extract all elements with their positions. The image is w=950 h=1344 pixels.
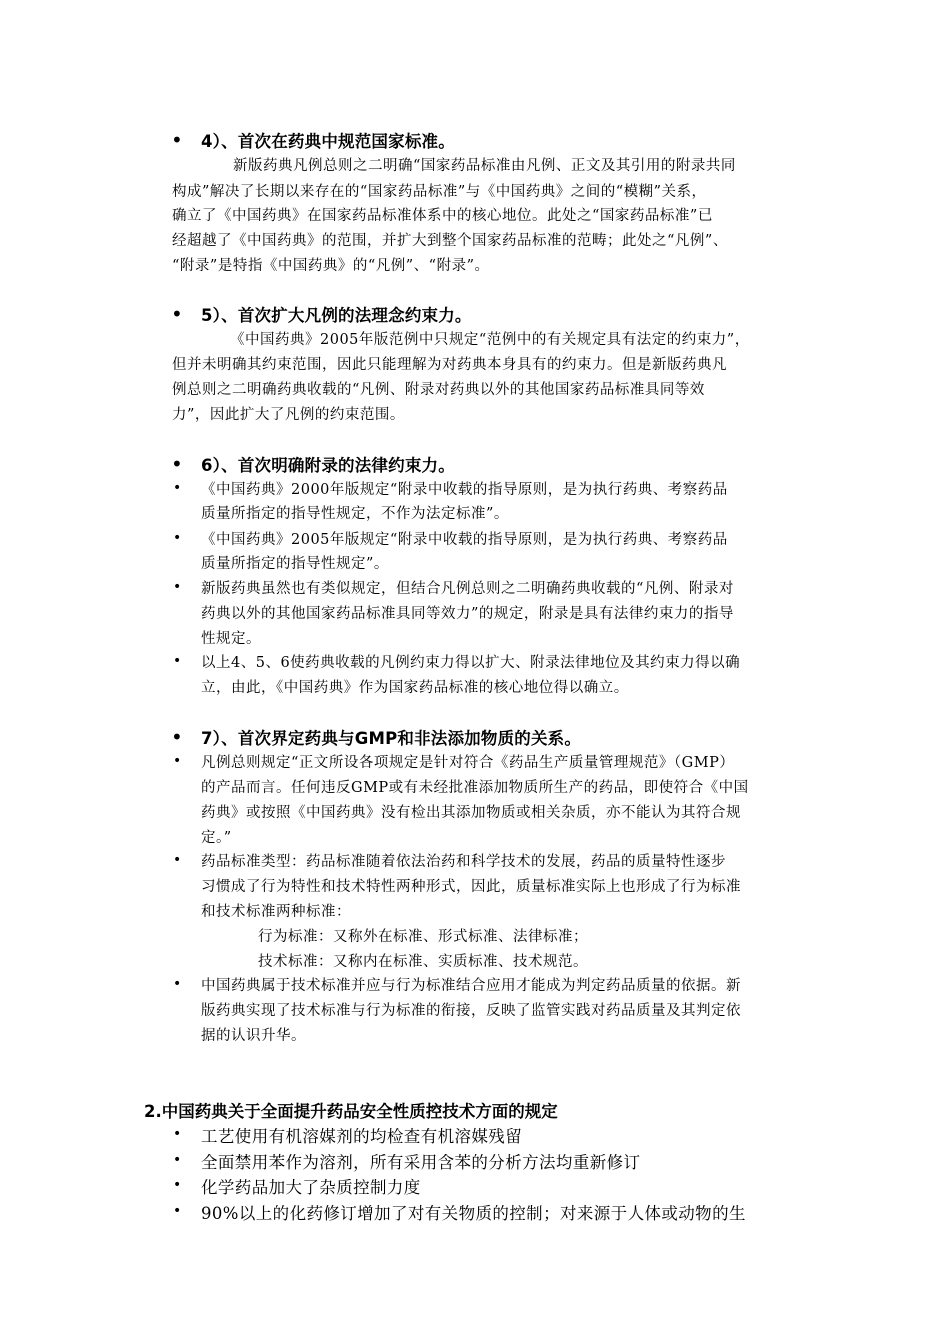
list-item-line: 定。”	[201, 830, 232, 846]
list-item-line: 立，由此，《中国药典》作为国家药品标准的核心地位得以确立。	[201, 680, 629, 696]
list-item-line: 90%以上的化药修订增加了对有关物质的控制；对来源于人体或动物的生	[201, 1204, 746, 1223]
list-item-line: 《中国药典》2005年版规定“附录中收载的指导原则，是为执行药典、考察药品	[201, 532, 728, 548]
list-item-line: 全面禁用苯作为溶剂，所有采用含苯的分析方法均重新修订	[201, 1153, 641, 1172]
list-item-line: 中国药典属于技术标准并应与行为标准结合应用才能成为判定药品质量的依据。新	[201, 978, 741, 994]
section-4-heading: 4）、首次在药典中规范国家标准。	[201, 132, 455, 151]
list-item-line: 和技术标准两种标准：	[201, 904, 351, 920]
bullet-icon: •	[173, 1126, 182, 1142]
paragraph-line: “附录”是特指《中国药典》的“凡例”、“附录”。	[172, 258, 490, 274]
paragraph-line: 《中国药典》2005年版范例中只规定“范例中的有关规定具有法定的约束力”，	[230, 332, 750, 348]
bullet-icon: •	[171, 452, 183, 476]
list-item-line: 工艺使用有机溶媒剂的均检查有机溶媒残留	[201, 1127, 523, 1146]
paragraph-line: 经超越了《中国药典》的范围，并扩大到整个国家药品标准的范畴；此处之“凡例”、	[172, 233, 728, 249]
paragraph-line: 例总则之二明确药典收载的“凡例、附录对药典以外的其他国家药品标准具同等效	[172, 382, 705, 398]
paragraph-line: 确立了《中国药典》在国家药品标准体系中的核心地位。此处之“国家药品标准”已	[172, 208, 713, 224]
section-5-heading: 5）、首次扩大凡例的法理念约束力。	[201, 306, 472, 325]
bullet-icon: •	[173, 1177, 182, 1193]
list-item-line: 版药典实现了技术标准与行为标准的衔接，反映了监管实践对药品质量及其判定依	[201, 1003, 741, 1019]
list-item-line: 药品标准类型：药品标准随着依法治药和科学技术的发展，药品的质量特性逐步	[201, 854, 726, 870]
paragraph-line: 力”，因此扩大了凡例的约束范围。	[172, 407, 405, 423]
bullet-icon: •	[171, 302, 183, 326]
list-item-line: 质量所指定的指导性规定，不作为法定标准”。	[201, 506, 509, 522]
bullet-icon: •	[173, 530, 182, 546]
bullet-icon: •	[171, 128, 183, 152]
list-item-line: 据的认识升华。	[201, 1028, 306, 1044]
list-item-line: 药典》或按照《中国药典》没有检出其添加物质或相关杂质，亦不能认为其符合规	[201, 805, 741, 821]
list-item-line: 质量所指定的指导性规定”。	[201, 556, 389, 572]
indented-line: 技术标准：又称内在标准、实质标准、技术规范。	[258, 954, 588, 970]
bullet-icon: •	[173, 1152, 182, 1168]
bullet-icon: •	[173, 976, 182, 992]
list-item-line: 以上4、5、6使药典收载的凡例约束力得以扩大、附录法律地位及其约束力得以确	[201, 655, 741, 671]
bullet-icon: •	[173, 1203, 182, 1219]
list-item-line: 习惯成了行为特性和技术特性两种形式，因此，质量标准实际上也形成了行为标准	[201, 879, 741, 895]
list-item-line: 性规定。	[201, 631, 261, 647]
list-item-line: 凡例总则规定“正文所设各项规定是针对符合《药品生产质量管理规范》（GMP）	[201, 755, 735, 771]
paragraph-line: 但并未明确其约束范围，因此只能理解为对药典本身具有的约束力。但是新版药典凡	[172, 357, 727, 373]
section-2-title: 2.中国药典关于全面提升药品安全性质控技术方面的规定	[144, 1102, 558, 1121]
paragraph-line: 构成”解决了长期以来存在的“国家药品标准”与《中国药典》之间的“模糊”关系，	[172, 184, 707, 200]
bullet-icon: •	[173, 579, 182, 595]
bullet-icon: •	[173, 753, 182, 769]
list-item-line: 化学药品加大了杂质控制力度	[201, 1178, 421, 1197]
list-item-line: 药典以外的其他国家药品标准具同等效力”的规定，附录是具有法律约束力的指导	[201, 606, 734, 622]
section-7-heading: 7）、首次界定药典与GMP和非法添加物质的关系。	[201, 729, 582, 748]
bullet-icon: •	[173, 852, 182, 868]
bullet-icon: •	[171, 725, 183, 749]
indented-line: 行为标准：又称外在标准、形式标准、法律标准；	[258, 929, 588, 945]
list-item-line: 新版药典虽然也有类似规定，但结合凡例总则之二明确药典收载的“凡例、附录对	[201, 581, 734, 597]
bullet-icon: •	[173, 653, 182, 669]
bullet-icon: •	[173, 480, 182, 496]
list-item-line: 《中国药典》2000年版规定“附录中收载的指导原则，是为执行药典、考察药品	[201, 482, 728, 498]
section-6-heading: 6）、首次明确附录的法律约束力。	[201, 456, 455, 475]
paragraph-line: 新版药典凡例总则之二明确“国家药品标准由凡例、正文及其引用的附录共同	[233, 158, 736, 174]
list-item-line: 的产品而言。任何违反GMP或有未经批准添加物质所生产的药品，即使符合《中国	[201, 780, 749, 796]
